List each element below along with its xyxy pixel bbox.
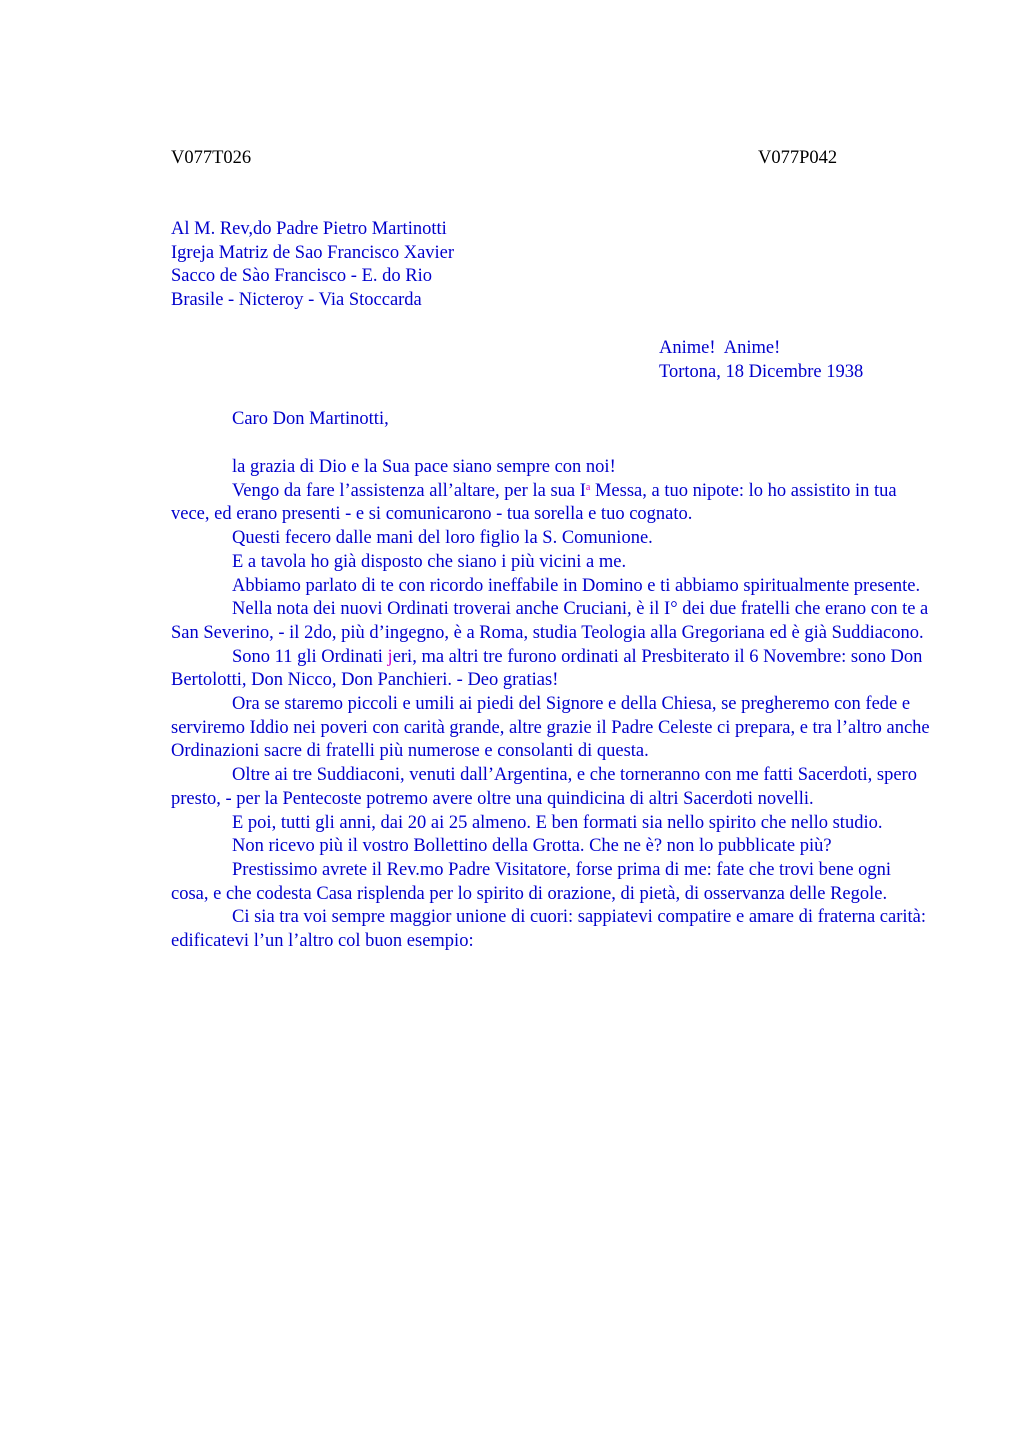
highlighted-letter: j (387, 646, 393, 667)
paragraph: E poi, tutti gli anni, dai 20 ai 25 almeno. E ben formati sia nello spirito che nello studio. (232, 812, 883, 833)
paragraph: Prestissimo avrete il Rev.mo Padre Visitatore, forse prima di me: fate che trovi bene ogni cosa, e che codesta Casa risplenda per lo spirito di orazione, di pietà, di osservanza delle Regole. (171, 859, 892, 904)
paragraph: Abbiamo parlato di te con ricordo ineffabile in Domino e ti abbiamo spiritualmente presente. (232, 575, 921, 596)
paragraph-text: dei due fratelli che erano con te a San Severino, - il 2do, più d’ingegno, è a Roma, studia Teologia alla Gregoriana ed è già Suddiacono. (171, 599, 929, 643)
letter-body (171, 456, 931, 954)
address-line: Igreja Matriz de Sao Francisco Xavier (171, 242, 455, 263)
paragraph: Ci sia tra voi sempre maggior unione di cuori: sappiatevi compatire e amare di fraterna carità: edificatevi l’un l’altro col buon esempio: (171, 907, 926, 952)
address-line: Al M. Rev,do Padre Pietro Martinotti (171, 219, 447, 239)
ordinal-superscript: a (585, 481, 591, 493)
paragraph: la grazia di Dio e la Sua pace siano sempre con noi! (232, 457, 616, 477)
paragraph (171, 480, 931, 527)
motto: Anime! Anime! (659, 338, 781, 358)
paragraph (171, 646, 931, 693)
ordinal-mark: ° (670, 599, 678, 620)
paragraph: E a tavola ho già disposto che siano i più vicini a me. (232, 551, 627, 572)
paragraph-text: Sono 11 gli Ordinati (232, 646, 388, 667)
paragraph (171, 598, 931, 645)
paragraph: Non ricevo più il vostro Bollettino della Grotta. Che ne è? non lo pubblicate più? (232, 836, 832, 857)
paragraph-text: Nella nota dei nuovi Ordinati troverai anche Cruciani, è il I (232, 599, 671, 620)
place-date: Tortona, 18 Dicembre 1938 (659, 361, 864, 382)
paragraph-text: Messa, a tuo nipote: lo ho assistito in tua vece, ed erano presenti - e si comunicarono - tua sorella e tuo cognato. (171, 480, 897, 525)
paragraph-text: eri, ma altri tre furono ordinati al Presbiterato il 6 Novembre: sono Don Bertolotti, Don Nicco, Don Panchieri. - Deo gratias! (171, 646, 923, 691)
recipient-address (171, 218, 454, 313)
document-code-right: V077P042 (758, 148, 838, 168)
paragraph: Ora se staremo piccoli e umili ai piedi del Signore e della Chiesa, se pregheremo con fede e serviremo Iddio nei poveri con carità grande, altre grazie il Padre Celeste ci prepara, e tra l’altro anche Ordinazioni sacre di fratelli più numerose e consolanti di questa. (171, 694, 930, 762)
motto-and-date (659, 337, 863, 384)
address-line: Sacco de Sào Francisco - E. do Rio (171, 266, 432, 287)
address-line: Brasile - Nicteroy - Via Stoccarda (171, 290, 422, 311)
salutation: Caro Don Martinotti, (232, 409, 389, 429)
paragraph: Questi fecero dalle mani del loro figlio la S. Comunione. (232, 528, 653, 549)
paragraph: Oltre ai tre Suddiaconi, venuti dall’Argentina, e che torneranno con me fatti Sacerdoti, spero presto, - per la Pentecoste potremo avere oltre una quindicina di altri Sacerdoti novelli. (171, 765, 917, 809)
document-code-left: V077T026 (171, 148, 252, 168)
paragraph-text: Vengo da fare l’assistenza all’altare, per la sua I (232, 480, 586, 501)
